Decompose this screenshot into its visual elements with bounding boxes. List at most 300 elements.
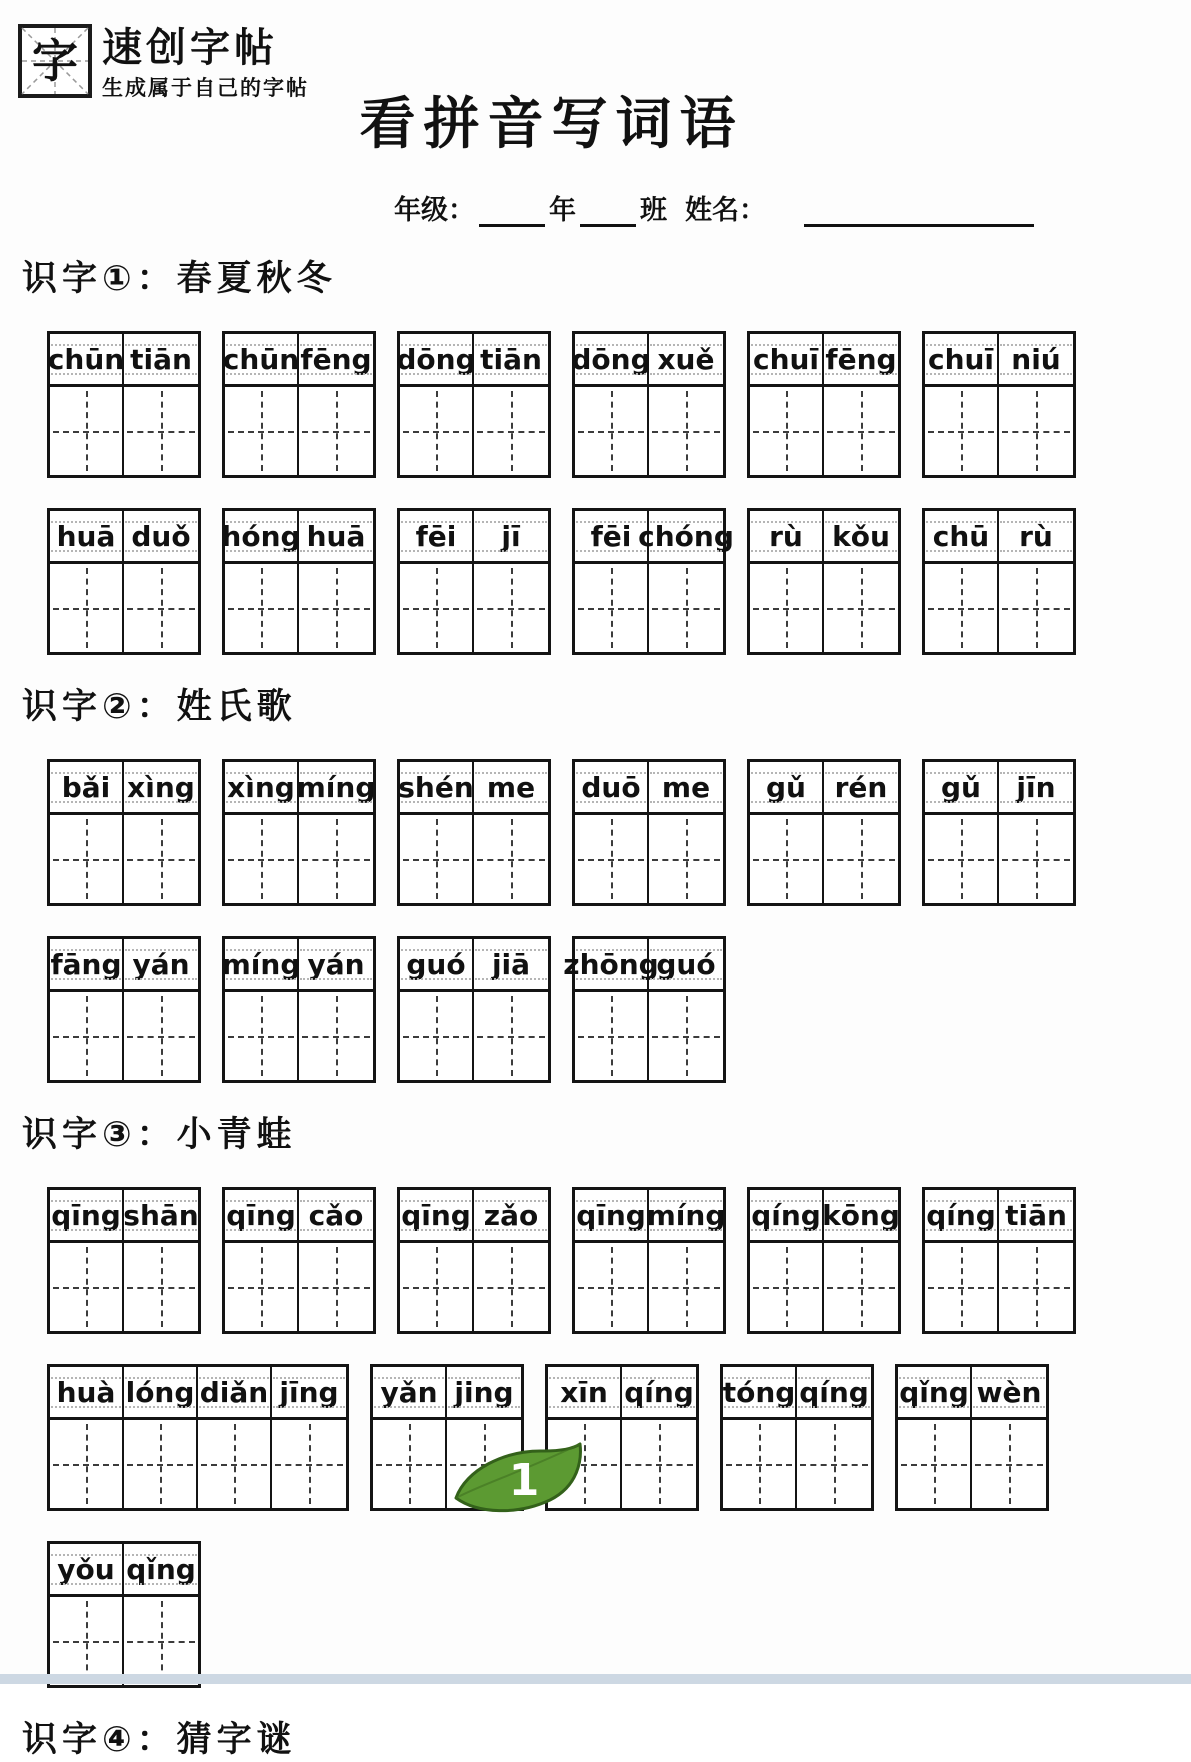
pinyin-syllable: qíng — [799, 1375, 869, 1409]
practice-cell — [750, 1243, 824, 1331]
pinyin-cell — [400, 762, 474, 812]
pinyin-syllable: bǎi — [61, 770, 111, 804]
word-row — [22, 936, 1161, 1083]
word-row — [22, 508, 1161, 655]
word-box — [747, 759, 901, 906]
practice-cell — [474, 815, 548, 903]
pinyin-syllable: qīng — [51, 1198, 121, 1232]
practice-cell — [225, 1243, 299, 1331]
grade-blank — [479, 197, 545, 227]
name-blank — [804, 197, 1034, 227]
pinyin-syllable: jīng — [279, 1375, 339, 1409]
write-row — [50, 1420, 346, 1508]
practice-cell — [474, 387, 548, 475]
pinyin-cell — [447, 1367, 521, 1417]
pinyin-cell — [124, 511, 198, 561]
pinyin-cell — [272, 1367, 346, 1417]
pinyin-syllable: xuě — [657, 342, 715, 376]
pinyin-cell — [124, 1544, 198, 1594]
pinyin-row — [571, 334, 723, 387]
word-box — [47, 1364, 349, 1511]
pinyin-cell — [723, 1367, 797, 1417]
write-row — [50, 992, 198, 1080]
practice-cell — [50, 1420, 124, 1508]
class-label: 班 — [640, 195, 667, 226]
pinyin-syllable: qíng — [624, 1375, 694, 1409]
practice-cell — [373, 1420, 447, 1508]
section-header: 识字④：猜字谜 — [22, 1720, 297, 1760]
write-row — [400, 992, 548, 1080]
pinyin-row — [563, 939, 723, 992]
pinyin-syllable: tiān — [480, 342, 542, 376]
logo-glyph: 字 — [32, 34, 78, 88]
pinyin-syllable: me — [486, 770, 536, 804]
practice-cell — [797, 1420, 871, 1508]
pinyin-cell — [225, 1190, 299, 1240]
word-row — [22, 1541, 1161, 1688]
word-box — [720, 1364, 874, 1511]
write-row — [50, 564, 198, 652]
word-box — [747, 1187, 901, 1334]
pinyin-row — [925, 511, 1073, 564]
pinyin-row — [575, 511, 734, 564]
year-label: 年 — [549, 195, 576, 226]
pinyin-cell — [750, 334, 824, 384]
write-row — [750, 1243, 898, 1331]
pinyin-syllable: me — [661, 770, 711, 804]
pinyin-row — [222, 334, 373, 387]
pinyin-syllable: fēng — [825, 342, 897, 376]
pinyin-syllable: qīng — [226, 1198, 296, 1232]
pinyin-row — [50, 762, 198, 815]
write-row — [898, 1420, 1046, 1508]
practice-cell — [723, 1420, 797, 1508]
pinyin-cell — [50, 1544, 124, 1594]
logo-character-grid — [18, 24, 92, 98]
pinyin-cell — [373, 1367, 447, 1417]
pinyin-syllable: qīng — [401, 1198, 471, 1232]
pinyin-cell — [925, 1190, 999, 1240]
practice-cell — [474, 992, 548, 1080]
practice-cell — [622, 1420, 696, 1508]
write-row — [50, 387, 198, 475]
practice-cell — [750, 564, 824, 652]
write-row — [50, 1243, 198, 1331]
pinyin-cell — [999, 762, 1073, 812]
pinyin-cell — [622, 1367, 696, 1417]
pinyin-cell — [474, 762, 548, 812]
pinyin-cell — [824, 762, 898, 812]
practice-cell — [824, 564, 898, 652]
pinyin-row — [50, 1190, 198, 1243]
practice-cell — [999, 387, 1073, 475]
pinyin-syllable: duō — [581, 770, 641, 804]
pinyin-cell — [999, 511, 1073, 561]
word-box — [895, 1364, 1049, 1511]
word-box — [572, 1187, 726, 1334]
practice-cell — [299, 992, 373, 1080]
pinyin-syllable: tiān — [130, 342, 192, 376]
practice-cell — [400, 1243, 474, 1331]
pinyin-syllable: chūn — [47, 342, 125, 376]
write-row — [750, 815, 898, 903]
pinyin-cell — [563, 939, 659, 989]
pinyin-syllable: míng — [296, 770, 376, 804]
pinyin-syllable: dōng — [571, 342, 651, 376]
pinyin-row — [898, 1367, 1046, 1420]
practice-cell — [400, 564, 474, 652]
practice-cell — [124, 564, 198, 652]
pinyin-syllable: tiān — [1005, 1198, 1067, 1232]
pinyin-cell — [50, 939, 124, 989]
pinyin-syllable: yán — [132, 947, 190, 981]
pinyin-syllable: chuī — [927, 342, 995, 376]
name-label: 姓名： — [685, 195, 766, 226]
pinyin-syllable: lóng — [125, 1375, 195, 1409]
pinyin-syllable: shān — [123, 1198, 199, 1232]
pinyin-cell — [296, 762, 376, 812]
pinyin-syllable: qīng — [576, 1198, 646, 1232]
pinyin-cell — [221, 511, 301, 561]
write-row — [50, 815, 198, 903]
word-box — [47, 759, 201, 906]
pinyin-syllable: zhōng — [563, 947, 659, 981]
pinyin-row — [750, 334, 898, 387]
pinyin-syllable: xìng — [127, 770, 195, 804]
pinyin-cell — [474, 334, 548, 384]
word-box — [922, 759, 1076, 906]
pinyin-syllable: fēi — [415, 519, 457, 553]
page-number: 1 — [508, 1455, 540, 1506]
practice-cell — [750, 387, 824, 475]
pinyin-cell — [299, 334, 373, 384]
word-box — [397, 508, 551, 655]
pinyin-row — [750, 1190, 898, 1243]
pinyin-row — [225, 762, 376, 815]
pinyin-syllable: xìng — [227, 770, 295, 804]
pinyin-syllable: huā — [306, 519, 366, 553]
pinyin-row — [400, 939, 548, 992]
pinyin-cell — [124, 1367, 198, 1417]
pinyin-row — [575, 762, 723, 815]
write-row — [575, 815, 723, 903]
pinyin-cell — [646, 1190, 726, 1240]
pinyin-syllable: rù — [1019, 519, 1053, 553]
pinyin-cell — [575, 762, 649, 812]
pinyin-cell — [750, 1190, 824, 1240]
pinyin-row — [750, 762, 898, 815]
section-header: 识字③：小青蛙 — [22, 1115, 297, 1155]
word-box — [922, 508, 1076, 655]
pinyin-row — [221, 939, 373, 992]
pinyin-syllable: tóng — [722, 1375, 796, 1409]
pinyin-syllable: chuī — [752, 342, 820, 376]
pinyin-row — [400, 762, 548, 815]
pinyin-row — [225, 1190, 373, 1243]
pinyin-cell — [925, 334, 999, 384]
brand-tagline: 生成属于自己的字帖 — [102, 76, 309, 100]
pinyin-cell — [400, 511, 474, 561]
pinyin-cell — [400, 1190, 474, 1240]
practice-cell — [972, 1420, 1046, 1508]
pinyin-syllable: qíng — [926, 1198, 996, 1232]
practice-cell — [649, 1243, 723, 1331]
pinyin-cell — [824, 1190, 898, 1240]
practice-cell — [649, 387, 723, 475]
word-box — [397, 1187, 551, 1334]
practice-cell — [124, 1420, 198, 1508]
practice-cell — [299, 387, 373, 475]
pinyin-syllable: wèn — [976, 1375, 1042, 1409]
practice-cell — [50, 815, 124, 903]
word-box — [397, 759, 551, 906]
practice-cell — [124, 1243, 198, 1331]
pinyin-row — [396, 334, 548, 387]
pinyin-syllable: rén — [834, 770, 888, 804]
practice-cell — [474, 564, 548, 652]
pinyin-syllable: gǔ — [941, 770, 981, 804]
pinyin-syllable: xīn — [560, 1375, 608, 1409]
pinyin-syllable: qǐng — [899, 1375, 969, 1409]
write-row — [400, 1243, 548, 1331]
pinyin-cell — [750, 511, 824, 561]
pinyin-cell — [225, 762, 299, 812]
practice-cell — [225, 387, 299, 475]
pinyin-row — [221, 511, 373, 564]
grade-label: 年级： — [394, 195, 475, 226]
word-box — [922, 331, 1076, 478]
practice-cell — [750, 815, 824, 903]
practice-cell — [925, 564, 999, 652]
pinyin-row — [925, 762, 1073, 815]
write-row — [575, 564, 723, 652]
practice-cell — [400, 387, 474, 475]
practice-cell — [925, 815, 999, 903]
practice-cell — [999, 564, 1073, 652]
write-row — [925, 1243, 1073, 1331]
write-row — [723, 1420, 871, 1508]
practice-cell — [299, 815, 373, 903]
word-box — [397, 936, 551, 1083]
practice-cell — [124, 815, 198, 903]
practice-cell — [649, 564, 723, 652]
practice-cell — [824, 387, 898, 475]
page-title: 看拼音写词语 — [359, 92, 744, 157]
pinyin-row — [400, 1190, 548, 1243]
pinyin-row — [548, 1367, 696, 1420]
word-box — [47, 508, 201, 655]
pinyin-syllable: qíng — [751, 1198, 821, 1232]
practice-cell — [198, 1420, 272, 1508]
write-row — [225, 1243, 373, 1331]
pinyin-cell — [824, 334, 898, 384]
pinyin-cell — [299, 1190, 373, 1240]
pinyin-cell — [474, 511, 548, 561]
word-row — [22, 1187, 1161, 1334]
practice-cell — [225, 815, 299, 903]
pinyin-row — [373, 1367, 521, 1420]
pinyin-syllable: guó — [656, 947, 716, 981]
write-row — [225, 992, 373, 1080]
practice-cell — [124, 992, 198, 1080]
practice-cell — [474, 1243, 548, 1331]
pinyin-syllable: jīn — [1016, 770, 1056, 804]
write-row — [925, 815, 1073, 903]
write-row — [925, 564, 1073, 652]
pinyin-row — [723, 1367, 871, 1420]
practice-cell — [299, 564, 373, 652]
pinyin-row — [925, 334, 1073, 387]
pinyin-syllable: kǒu — [832, 519, 890, 553]
pinyin-syllable: cǎo — [308, 1198, 364, 1232]
pinyin-cell — [222, 334, 300, 384]
pinyin-cell — [124, 1190, 198, 1240]
word-box — [922, 1187, 1076, 1334]
pinyin-syllable: diǎn — [199, 1375, 269, 1409]
pinyin-row — [50, 511, 198, 564]
pinyin-cell — [474, 1190, 548, 1240]
pinyin-cell — [999, 334, 1073, 384]
practice-cell — [925, 1243, 999, 1331]
pinyin-cell — [638, 511, 734, 561]
pinyin-cell — [198, 1367, 272, 1417]
pinyin-cell — [124, 762, 198, 812]
section — [22, 251, 1161, 655]
word-box — [47, 1541, 201, 1688]
pinyin-cell — [972, 1367, 1046, 1417]
practice-cell — [124, 387, 198, 475]
word-box — [747, 508, 901, 655]
pinyin-syllable: huà — [56, 1375, 116, 1409]
practice-cell — [824, 1243, 898, 1331]
pinyin-syllable: fēi — [590, 519, 632, 553]
class-blank — [580, 197, 636, 227]
write-row — [575, 387, 723, 475]
word-box — [222, 759, 376, 906]
write-row — [225, 564, 373, 652]
write-row — [225, 815, 373, 903]
pinyin-cell — [299, 511, 373, 561]
pinyin-syllable: guó — [406, 947, 466, 981]
practice-cell — [299, 1243, 373, 1331]
word-row — [22, 1364, 1161, 1511]
practice-cell — [898, 1420, 972, 1508]
pinyin-syllable: jī — [501, 519, 521, 553]
pinyin-row — [575, 1190, 726, 1243]
word-box — [397, 331, 551, 478]
sections — [22, 251, 1161, 1762]
pinyin-cell — [649, 762, 723, 812]
practice-cell — [400, 815, 474, 903]
pinyin-cell — [400, 939, 474, 989]
practice-cell — [575, 815, 649, 903]
practice-cell — [999, 1243, 1073, 1331]
section — [22, 679, 1161, 1083]
pinyin-syllable: jiā — [491, 947, 531, 981]
write-row — [925, 387, 1073, 475]
word-box — [222, 936, 376, 1083]
practice-cell — [50, 564, 124, 652]
word-box — [747, 331, 901, 478]
word-box — [572, 331, 726, 478]
pinyin-cell — [925, 511, 999, 561]
pinyin-syllable: gǔ — [766, 770, 806, 804]
pinyin-syllable: kōng — [822, 1198, 900, 1232]
section-header: 识字①：春夏秋冬 — [22, 259, 337, 299]
pinyin-cell — [999, 1190, 1073, 1240]
pinyin-cell — [47, 334, 125, 384]
word-box — [47, 936, 201, 1083]
pinyin-cell — [50, 762, 124, 812]
practice-cell — [50, 1597, 124, 1685]
word-box — [222, 508, 376, 655]
pinyin-syllable: fēng — [300, 342, 372, 376]
pinyin-cell — [124, 939, 198, 989]
pinyin-syllable: jing — [454, 1375, 514, 1409]
pinyin-cell — [50, 511, 124, 561]
pinyin-row — [50, 1544, 198, 1597]
brand-name: 速创字帖 — [102, 25, 278, 71]
practice-cell — [225, 564, 299, 652]
pinyin-cell — [571, 334, 651, 384]
pinyin-row — [925, 1190, 1073, 1243]
practice-cell — [575, 564, 649, 652]
word-box — [222, 1187, 376, 1334]
pinyin-syllable: yǎn — [380, 1375, 438, 1409]
pinyin-cell — [299, 939, 373, 989]
word-row — [22, 759, 1161, 906]
pinyin-syllable: míng — [221, 947, 301, 981]
pinyin-syllable: shén — [398, 770, 474, 804]
pinyin-row — [750, 511, 898, 564]
practice-cell — [50, 387, 124, 475]
page-number-leaf-icon — [452, 1442, 584, 1520]
pinyin-syllable: huā — [56, 519, 116, 553]
write-row — [750, 564, 898, 652]
practice-cell — [124, 1597, 198, 1685]
practice-cell — [925, 387, 999, 475]
word-box — [47, 1187, 201, 1334]
write-row — [575, 992, 723, 1080]
practice-cell — [649, 992, 723, 1080]
practice-cell — [575, 992, 649, 1080]
pinyin-cell — [797, 1367, 871, 1417]
pinyin-cell — [575, 1190, 649, 1240]
footer-strip — [0, 1674, 1191, 1684]
pinyin-cell — [925, 762, 999, 812]
pinyin-syllable: chū — [932, 519, 990, 553]
pinyin-syllable: rù — [769, 519, 803, 553]
write-row — [50, 1597, 198, 1685]
word-box — [47, 331, 201, 478]
pinyin-syllable: dōng — [396, 342, 476, 376]
practice-cell — [575, 387, 649, 475]
word-row — [22, 331, 1161, 478]
pinyin-syllable: duǒ — [131, 519, 191, 553]
pinyin-cell — [474, 939, 548, 989]
pinyin-syllable: hóng — [221, 519, 301, 553]
practice-cell — [400, 992, 474, 1080]
practice-cell — [225, 992, 299, 1080]
pinyin-cell — [898, 1367, 972, 1417]
section — [22, 1107, 1161, 1688]
pinyin-row — [47, 334, 198, 387]
write-row — [575, 1243, 723, 1331]
write-row — [750, 387, 898, 475]
pinyin-cell — [649, 939, 723, 989]
brand-logo — [18, 24, 309, 102]
pinyin-syllable: niú — [1011, 342, 1061, 376]
